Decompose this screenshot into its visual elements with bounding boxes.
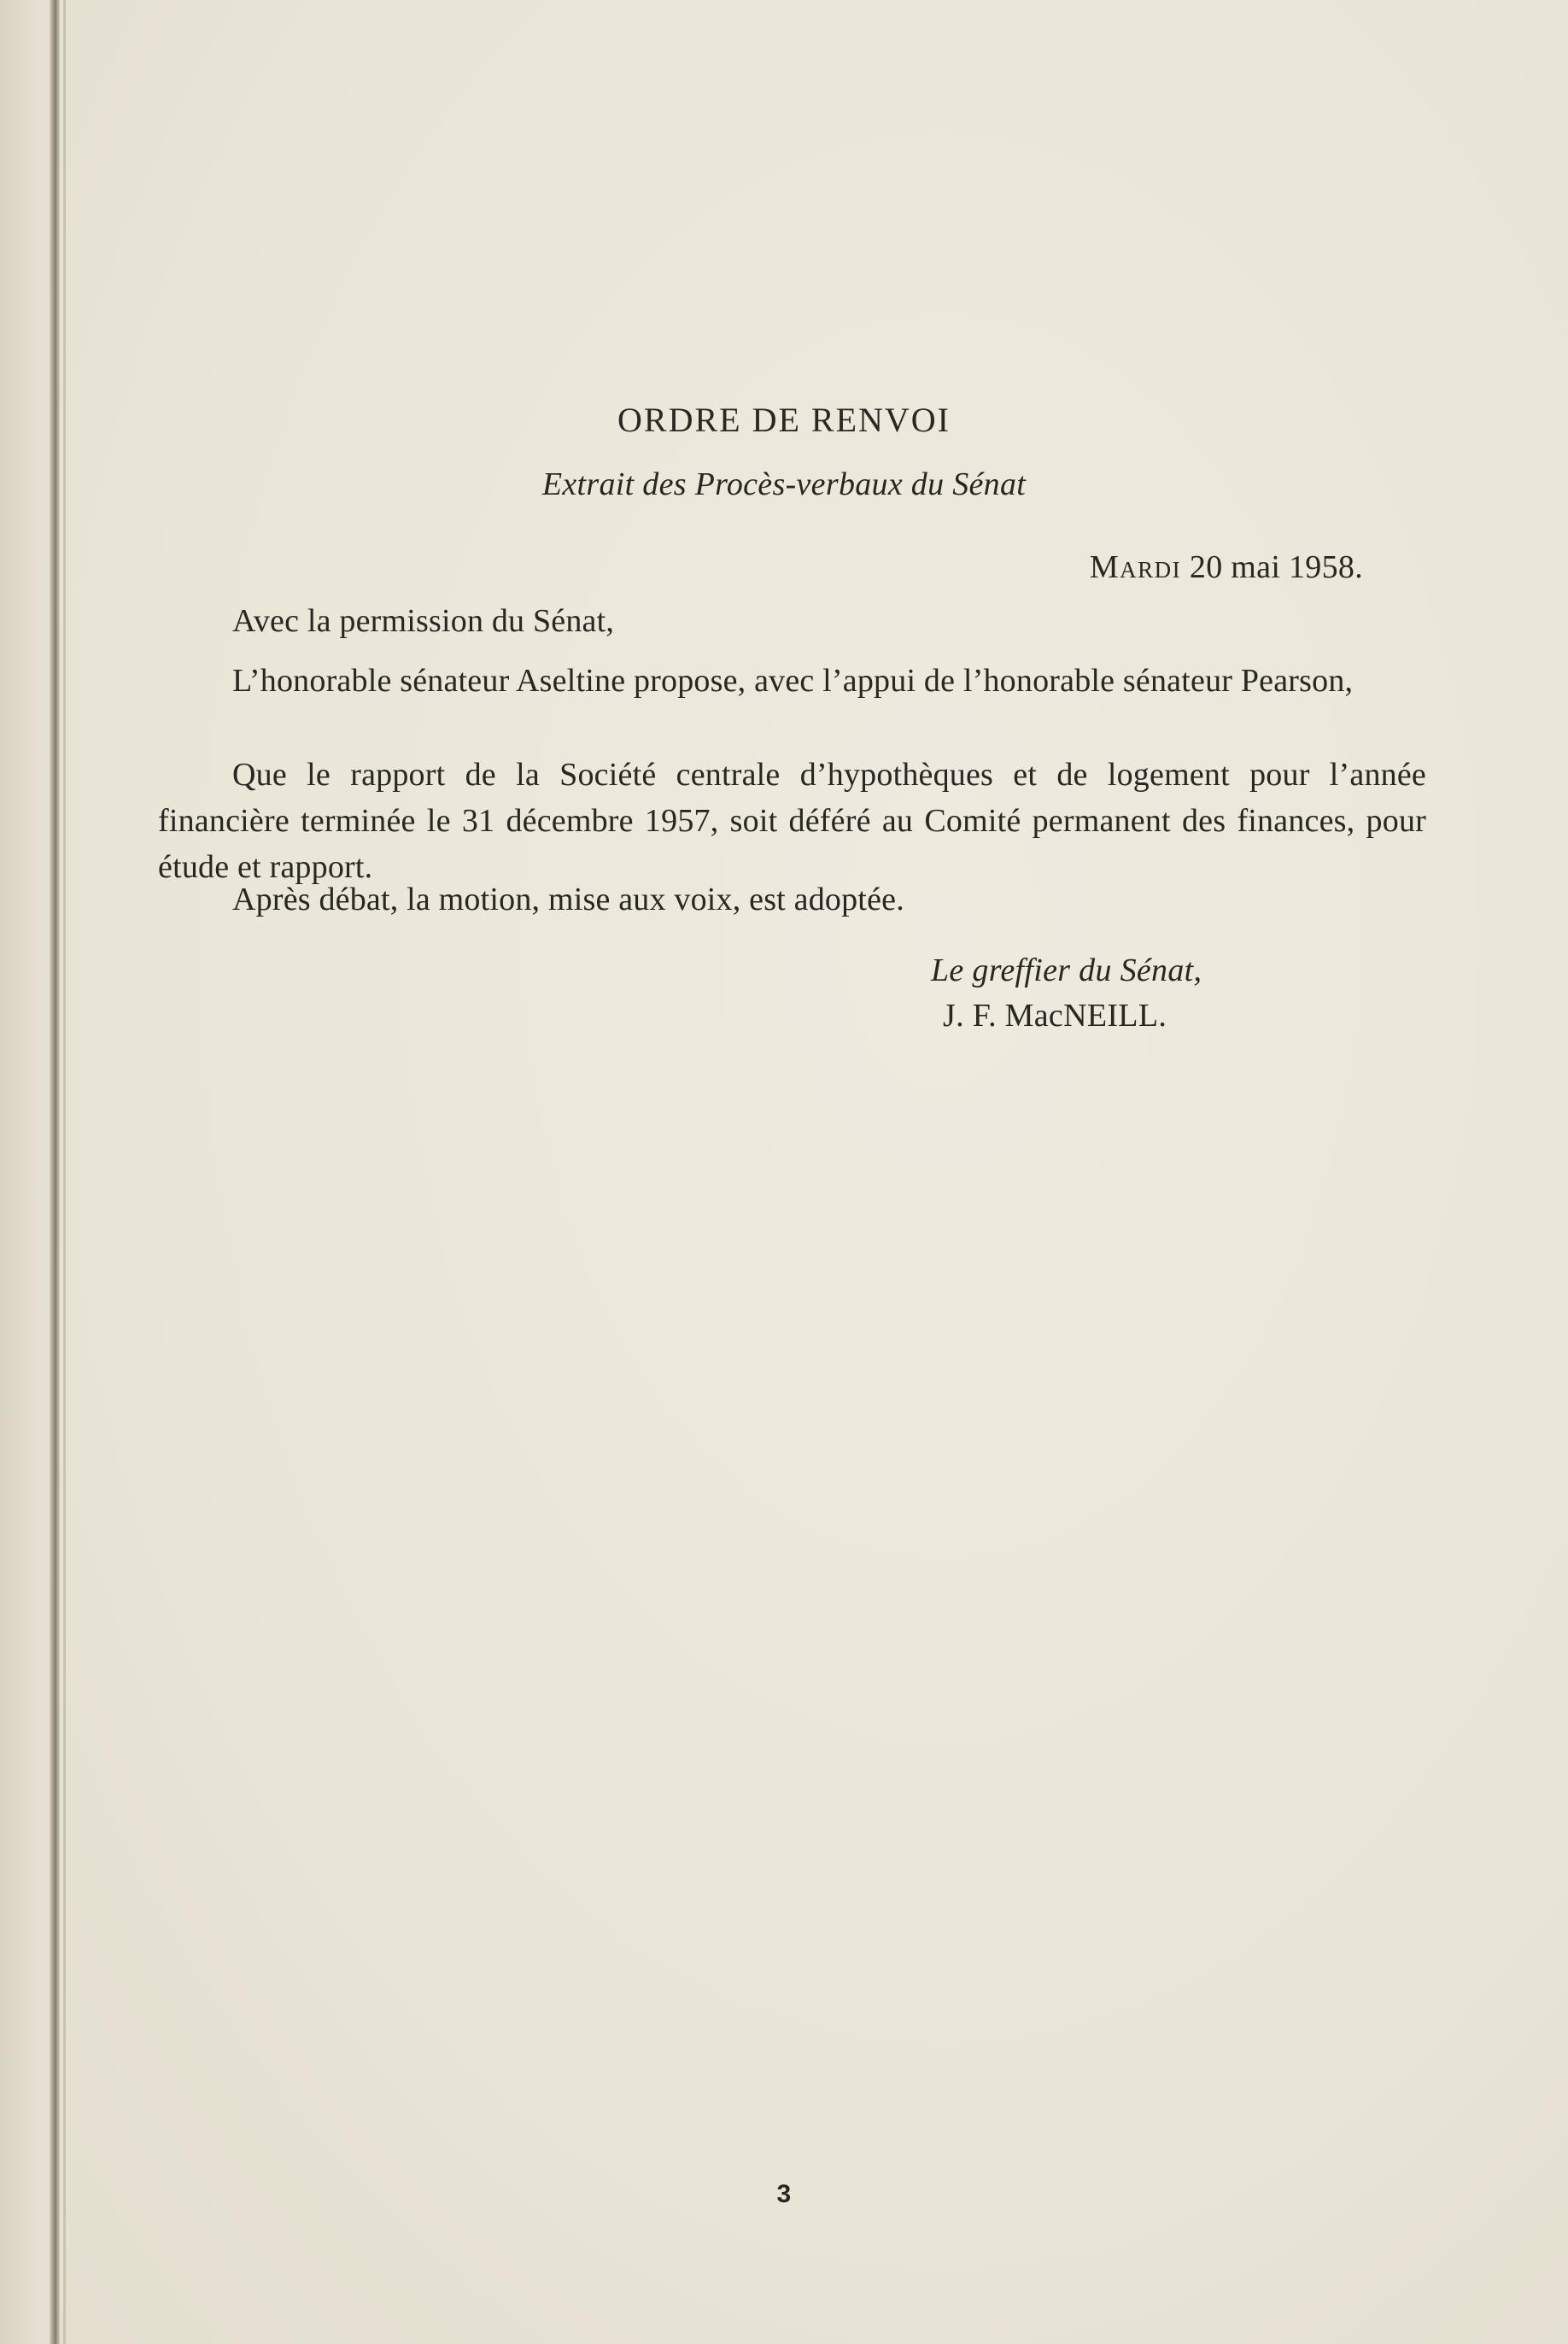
date-rest: 20 mai 1958. bbox=[1181, 549, 1363, 585]
page-subtitle: Extrait des Procès-verbaux du Sénat bbox=[541, 466, 1027, 502]
paragraph-permission: Avec la permission du Sénat, bbox=[232, 603, 615, 639]
page-number: 3 bbox=[776, 2180, 792, 2208]
page-title: ORDRE DE RENVOI bbox=[617, 401, 951, 439]
signature-title: Le greffier du Sénat, bbox=[931, 952, 1202, 988]
paragraph-proposal: L’honorable sénateur Aseltine propose, avec l’appui de l’honorable sénateur Pearson, bbox=[232, 663, 1354, 699]
binding-edge bbox=[50, 0, 60, 2344]
signature-name: J. F. MacNEILL. bbox=[943, 998, 1167, 1034]
date-line bbox=[1090, 551, 1363, 583]
paragraph-referral: Que le rapport de la Société centrale d’hypothèques et de logement pour l’année financière terminée le 31 décembre 1957, soit déféré au Comité permanent des finances, pour étude et rapport. bbox=[158, 757, 1426, 885]
paragraph-adoption: Après débat, la motion, mise aux voix, est adoptée. bbox=[232, 882, 904, 917]
date-weekday: Mardi bbox=[1089, 549, 1182, 585]
binding-edge-secondary bbox=[63, 0, 66, 2344]
